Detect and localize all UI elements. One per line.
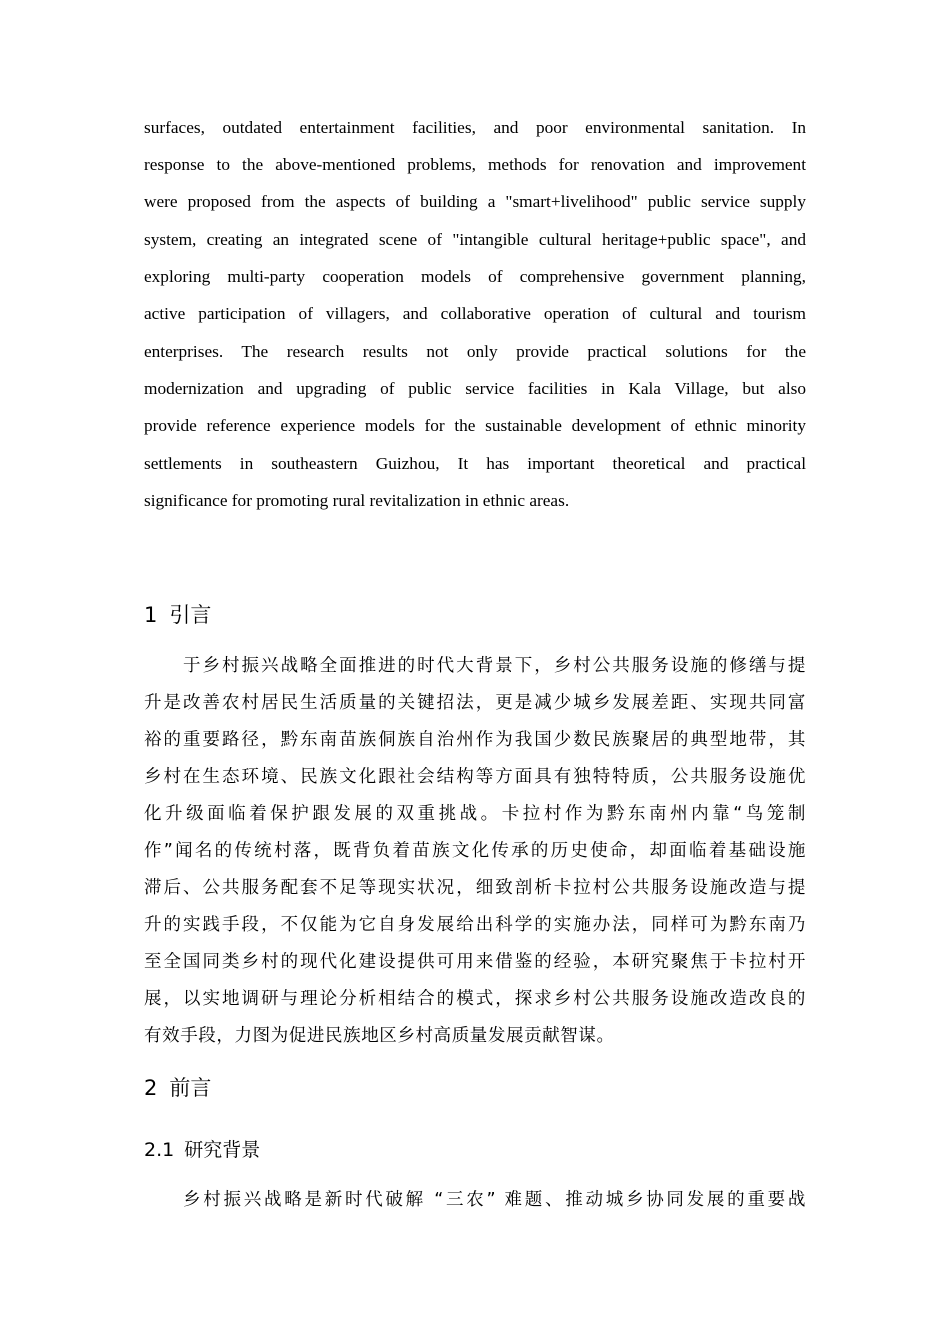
section-title: 前言	[169, 1076, 212, 1100]
abstract-line: response to the above-mentioned problems, methods for renovation and improvement	[144, 155, 806, 174]
abstract-line: were proposed from the aspects of building a "smart+livelihood" public service supply	[144, 192, 806, 211]
paragraph-line: 于乡村振兴战略全面推进的时代大背景下，乡村公共服务设施的修缮与提	[183, 656, 806, 676]
abstract-line: provide reference experience models for the sustainable development of ethnic minority	[144, 416, 806, 435]
abstract-line: active participation of villagers, and collaborative operation of cultural and tourism	[144, 304, 806, 323]
abstract-line: surfaces, outdated entertainment facilities, and poor environmental sanitation. In	[144, 118, 806, 137]
abstract-line: significance for promoting rural revitalization in ethnic areas.	[144, 491, 570, 510]
paragraph-line: 作”闻名的传统村落，既背负着苗族文化传承的历史使命，却面临着基础设施	[144, 841, 806, 861]
paragraph-line: 滞后、公共服务配套不足等现实状况，细致剖析卡拉村公共服务设施改造与提	[144, 878, 806, 898]
section-title: 引言	[169, 603, 212, 627]
paragraph-line: 乡村在生态环境、民族文化跟社会结构等方面具有独特特质，公共服务设施优	[144, 767, 806, 787]
subsection-number: 2.1	[144, 1139, 175, 1161]
paragraph-line: 乡村振兴战略是新时代破解 “三农” 难题、推动城乡协同发展的重要战	[183, 1190, 806, 1210]
paragraph-line: 裕的重要路径，黔东南苗族侗族自治州作为我国少数民族聚居的典型地带，其	[144, 730, 806, 750]
paragraph-line: 升的实践手段，不仅能为它自身发展给出科学的实施办法，同样可为黔东南乃	[144, 915, 806, 935]
abstract-line: modernization and upgrading of public service facilities in Kala Village, but also	[144, 379, 806, 398]
abstract-line: system, creating an integrated scene of "intangible cultural heritage+public space", and	[144, 230, 806, 249]
subsection-title: 研究背景	[184, 1139, 261, 1161]
subsection-heading-research-background	[144, 1137, 260, 1163]
section-number: 1	[144, 603, 158, 627]
paragraph-line: 至全国同类乡村的现代化建设提供可用来借鉴的经验，本研究聚焦于卡拉村开	[144, 952, 806, 972]
paragraph-line: 展，以实地调研与理论分析相结合的模式，探求乡村公共服务设施改造改良的	[144, 989, 806, 1009]
section-number: 2	[144, 1076, 158, 1100]
abstract-line: exploring multi-party cooperation models of comprehensive government planning,	[144, 267, 806, 286]
paragraph-line: 有效手段，力图为促进民族地区乡村高质量发展贡献智谋。	[144, 1026, 615, 1046]
paragraph-line: 升是改善农村居民生活质量的关键招法，更是减少城乡发展差距、实现共同富	[144, 693, 806, 713]
paragraph-line: 化升级面临着保护跟发展的双重挑战。卡拉村作为黔东南州内靠“鸟笼制	[144, 804, 806, 824]
abstract-line: enterprises. The research results not only provide practical solutions for the	[144, 342, 806, 361]
abstract-line: settlements in southeastern Guizhou, It has important theoretical and practical	[144, 454, 806, 473]
section-heading-introduction	[144, 601, 211, 629]
section-heading-preface	[144, 1074, 211, 1102]
